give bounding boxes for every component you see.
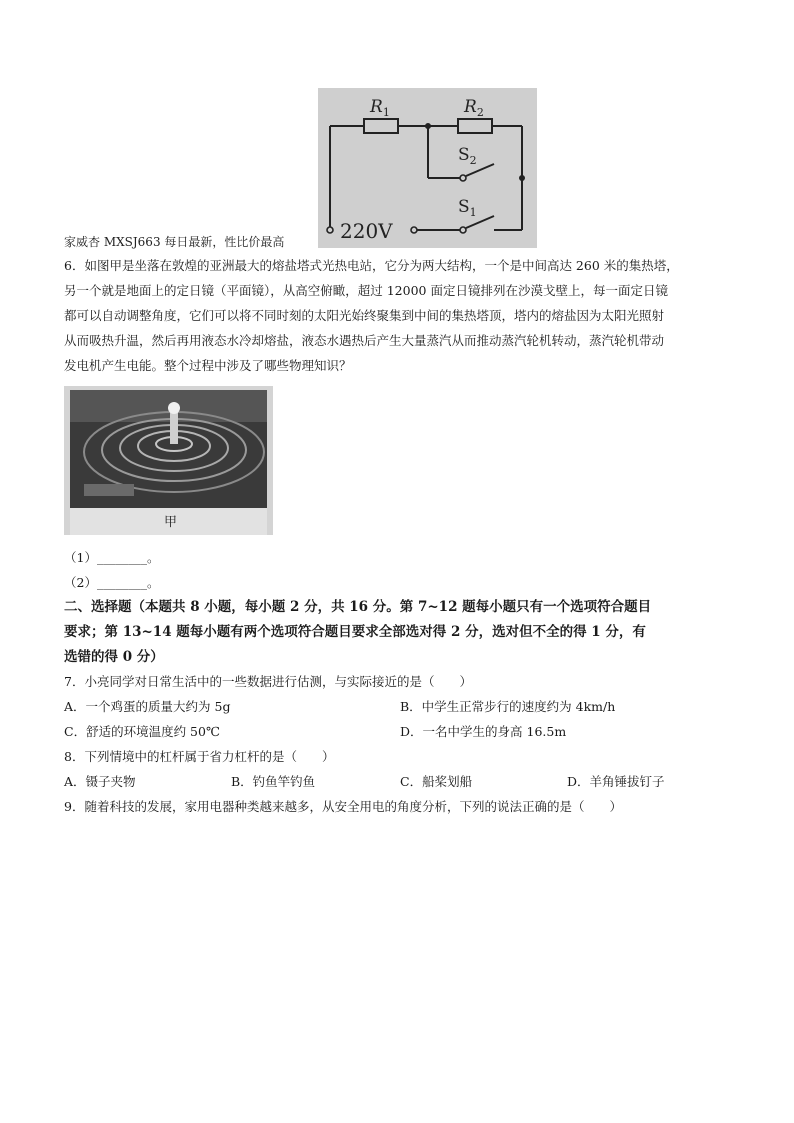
label-source: 220V	[340, 219, 393, 243]
label-s2: $S_2$	[458, 145, 477, 167]
q8-option-d: D．羊角锤拔钉子	[567, 774, 665, 789]
q7-option-a: A．一个鸡蛋的质量大约为 5g	[64, 699, 231, 714]
photo-caption: 甲	[164, 515, 178, 530]
resistor-r1	[364, 119, 398, 133]
q6-line-2: 另一个就是地面上的定日镜（平面镜），从高空俯瞰，超过 12000 面定日镜排列在沙漠戈壁上，每一面定日镜	[64, 283, 668, 298]
solar-station-photo	[64, 386, 273, 535]
terminal-left	[327, 227, 333, 233]
q8-option-b: B．钓鱼竿钓鱼	[231, 774, 316, 789]
circuit-diagram	[318, 88, 537, 248]
q7-stem: 7．小亮同学对日常生活中的一些数据进行估测，与实际接近的是（ ）	[64, 674, 472, 689]
switch-s1-contact	[460, 227, 466, 233]
switch-s2-contact	[460, 175, 466, 181]
q6-blank-1: （1）________。	[64, 550, 160, 565]
q7-option-b: B．中学生正常步行的速度约为 4km/h	[400, 699, 616, 714]
q8-option-c: C．船桨划船	[400, 774, 473, 789]
ground-buildings	[84, 484, 134, 496]
section2-heading-line-1: 二、选择题（本题共 8 小题，每小题 2 分，共 16 分。第 7~12 题每小题只有一个选项符合题目	[64, 599, 652, 615]
circuit-svg	[318, 88, 537, 248]
q6-line-3: 都可以自动调整角度，它们可以将不同时刻的太阳光始终聚集到中间的集热塔顶，塔内的熔盐因为太阳光照射	[64, 308, 665, 323]
resistor-r2	[458, 119, 492, 133]
q6-line-4: 从而吸热升温，然后再用液态水冷却熔盐，液态水遇热后产生大量蒸汽从而推动蒸汽轮机转动，蒸汽轮机带动	[64, 333, 665, 348]
photo-svg	[64, 386, 273, 535]
q7-option-d: D．一名中学生的身高 16.5m	[400, 724, 567, 739]
watermark-text: 家威杏 MXSJ663 每日最新，性比价最高	[64, 235, 285, 249]
section2-heading-line-3: 选错的得 0 分）	[64, 649, 164, 665]
section2-heading-line-2: 要求；第 13~14 题每小题有两个选项符合题目要求全部选对得 2 分，选对但不全的得 1 分，有	[64, 624, 646, 640]
label-s1: $S_1$	[458, 197, 477, 219]
tower-top-glow	[168, 402, 180, 414]
q9-stem: 9．随着科技的发展，家用电器种类越来越多，从安全用电的角度分析，下列的说法正确的是（ ）	[64, 799, 622, 814]
q6-line-5: 发电机产生电能。整个过程中涉及了哪些物理知识？	[64, 358, 352, 373]
q6-line-1: 6．如图甲是坐落在敦煌的亚洲最大的熔盐塔式光热电站，它分为两大结构，一个是中间高达 260 米的集热塔，	[64, 258, 679, 273]
q6-blank-2: （2）________。	[64, 575, 160, 590]
q8-stem: 8．下列情境中的杠杆属于省力杠杆的是（ ）	[64, 749, 335, 764]
label-r2: $R_2$	[464, 97, 484, 119]
label-r1: $R_1$	[370, 97, 390, 119]
q7-option-c: C．舒适的环境温度约 50℃	[64, 724, 220, 739]
q8-option-a: A．镊子夹物	[64, 774, 136, 789]
terminal-right	[411, 227, 417, 233]
